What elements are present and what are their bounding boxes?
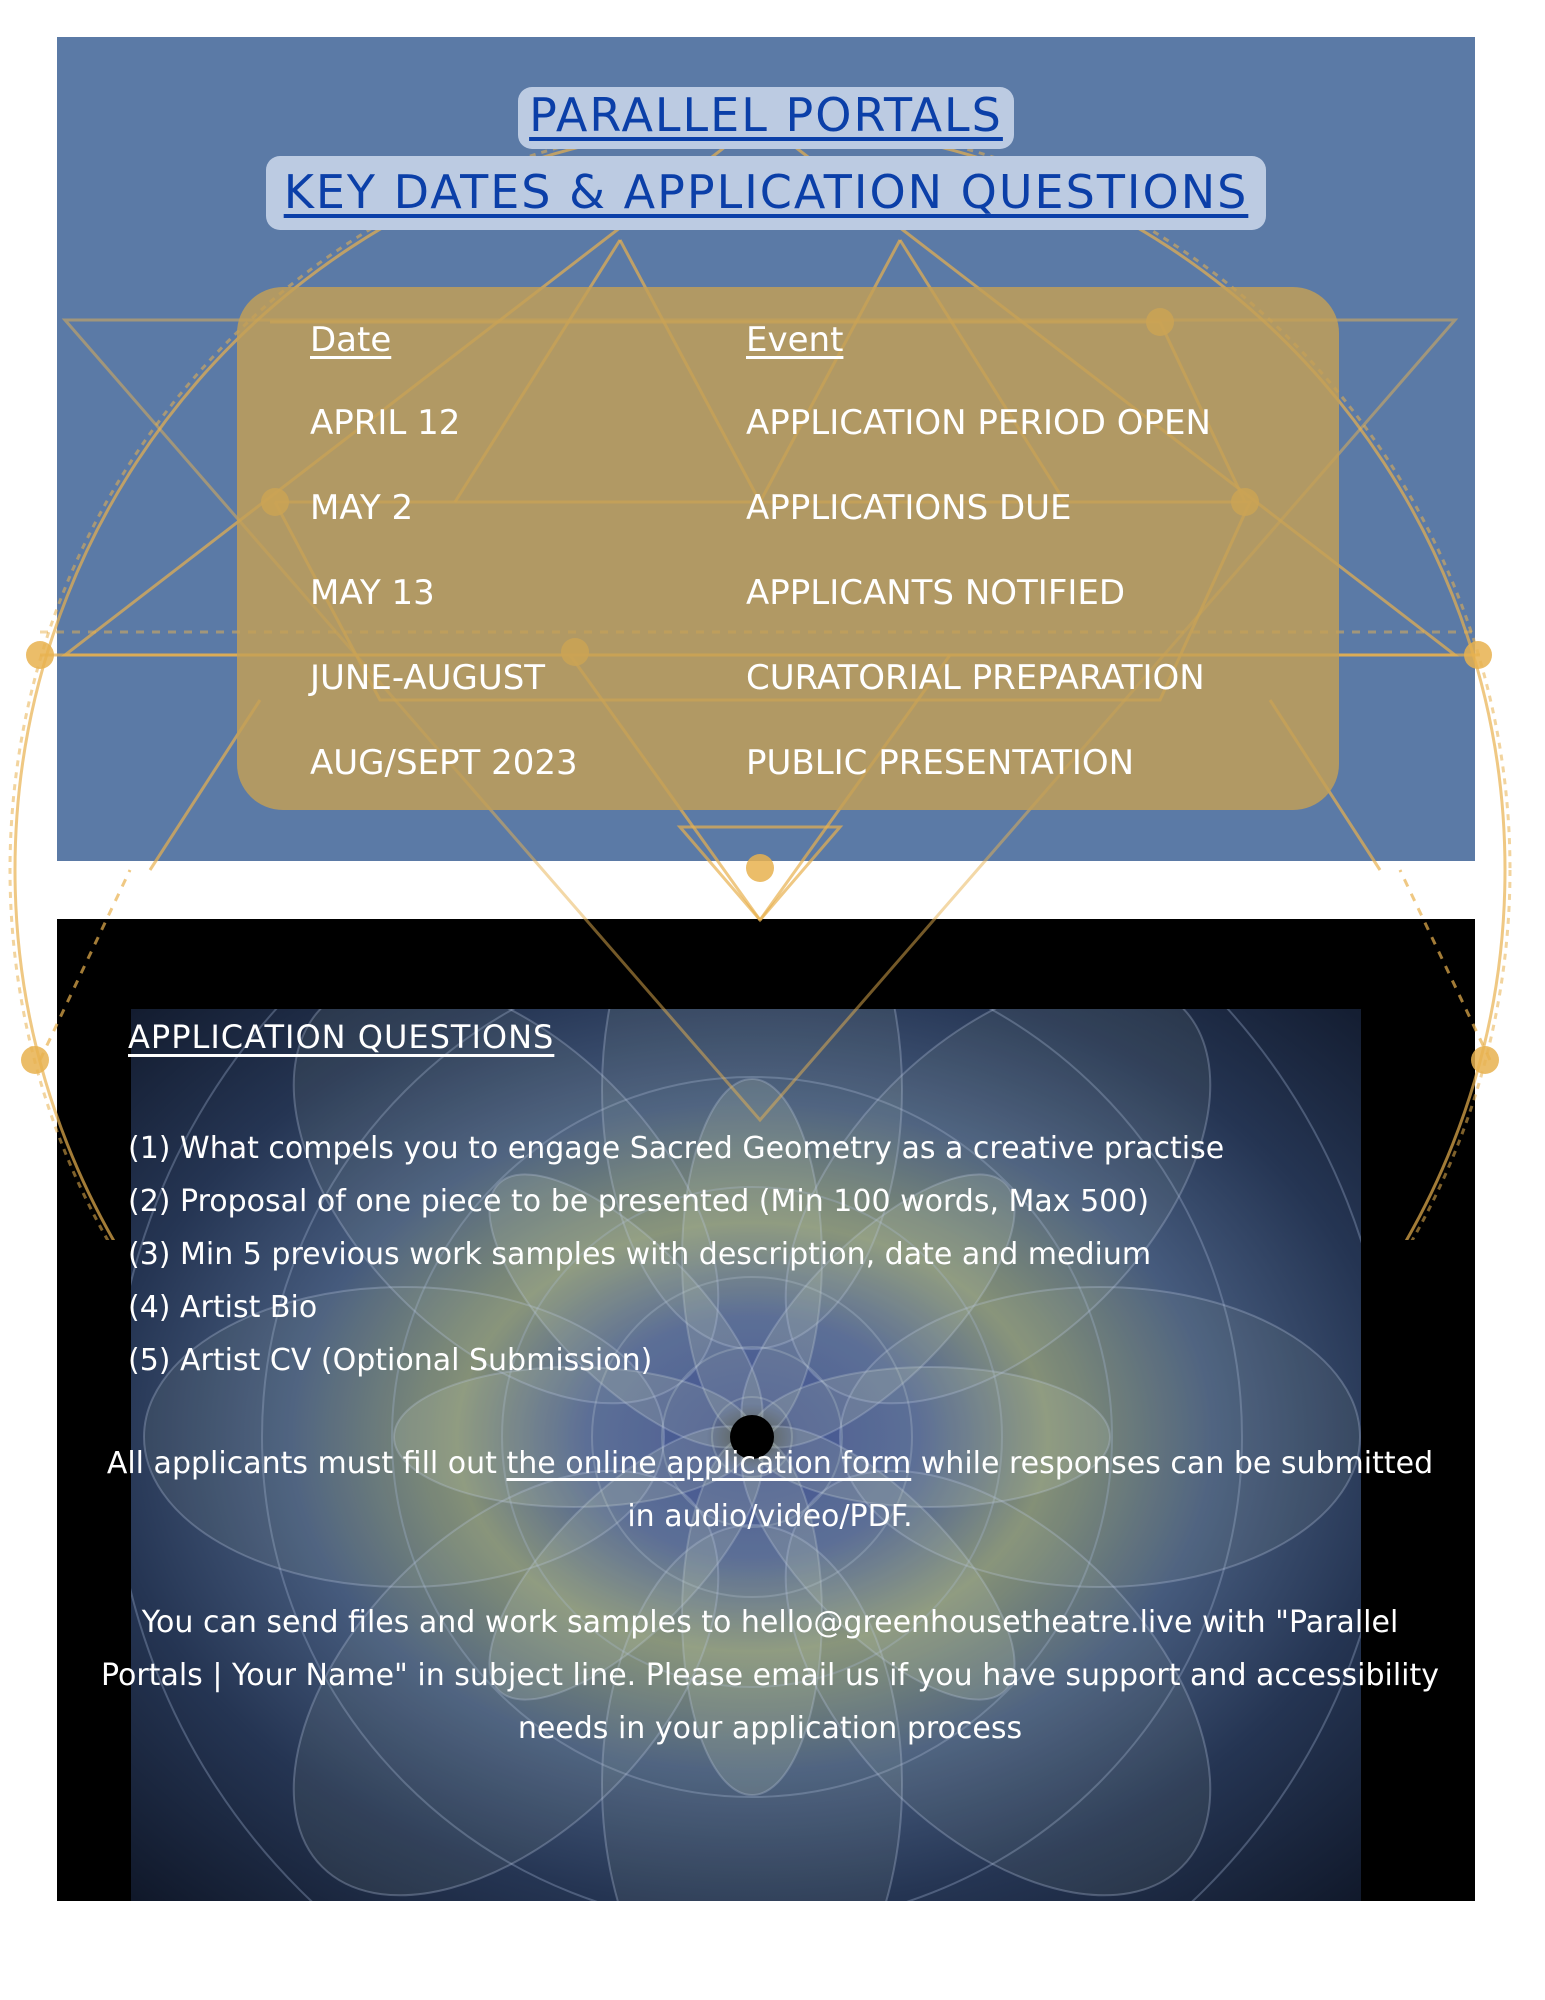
table-cell-event: PUBLIC PRESENTATION <box>746 743 1135 783</box>
questions-list <box>128 1122 1224 1387</box>
table-header-event: Event <box>746 320 844 360</box>
key-dates-table <box>237 287 1339 810</box>
list-item: (3) Min 5 previous work samples with description, date and medium <box>128 1237 1152 1272</box>
application-questions-heading: APPLICATION QUESTIONS <box>128 1018 555 1056</box>
table-cell-event: CURATORIAL PREPARATION <box>746 658 1205 698</box>
table-cell-event: APPLICANTS NOTIFIED <box>746 573 1126 613</box>
form-instructions-text: All applicants must fill out <box>106 1446 507 1481</box>
page-title: PARALLEL PORTALS <box>518 87 1014 149</box>
online-application-form-link[interactable]: the online application form <box>506 1446 912 1481</box>
table-header-date: Date <box>310 320 392 360</box>
table-cell-date: MAY 13 <box>310 573 435 613</box>
form-instructions <box>100 1437 1440 1543</box>
table-cell-event: APPLICATIONS DUE <box>746 488 1072 528</box>
table-cell-event: APPLICATION PERIOD OPEN <box>746 403 1211 443</box>
table-cell-date: APRIL 12 <box>310 403 461 443</box>
contact-instructions: You can send files and work samples to hello@greenhousetheatre.live with "Parallel Portals | Your Name" in subject line. Please email us if you have support and accessibility needs in your application process <box>100 1605 1440 1746</box>
list-item: (4) Artist Bio <box>128 1290 318 1325</box>
table-cell-date: MAY 2 <box>310 488 414 528</box>
list-item: (1) What compels you to engage Sacred Geometry as a creative practise <box>128 1131 1225 1166</box>
page-subtitle: KEY DATES & APPLICATION QUESTIONS <box>266 156 1266 230</box>
table-cell-date: JUNE-AUGUST <box>310 658 546 698</box>
form-instructions-text: while responses can be submitted in audio/video/PDF. <box>627 1446 1434 1534</box>
list-item: (5) Artist CV (Optional Submission) <box>128 1343 653 1378</box>
table-cell-date: AUG/SEPT 2023 <box>310 743 578 783</box>
list-item: (2) Proposal of one piece to be presented (Min 100 words, Max 500) <box>128 1184 1150 1219</box>
